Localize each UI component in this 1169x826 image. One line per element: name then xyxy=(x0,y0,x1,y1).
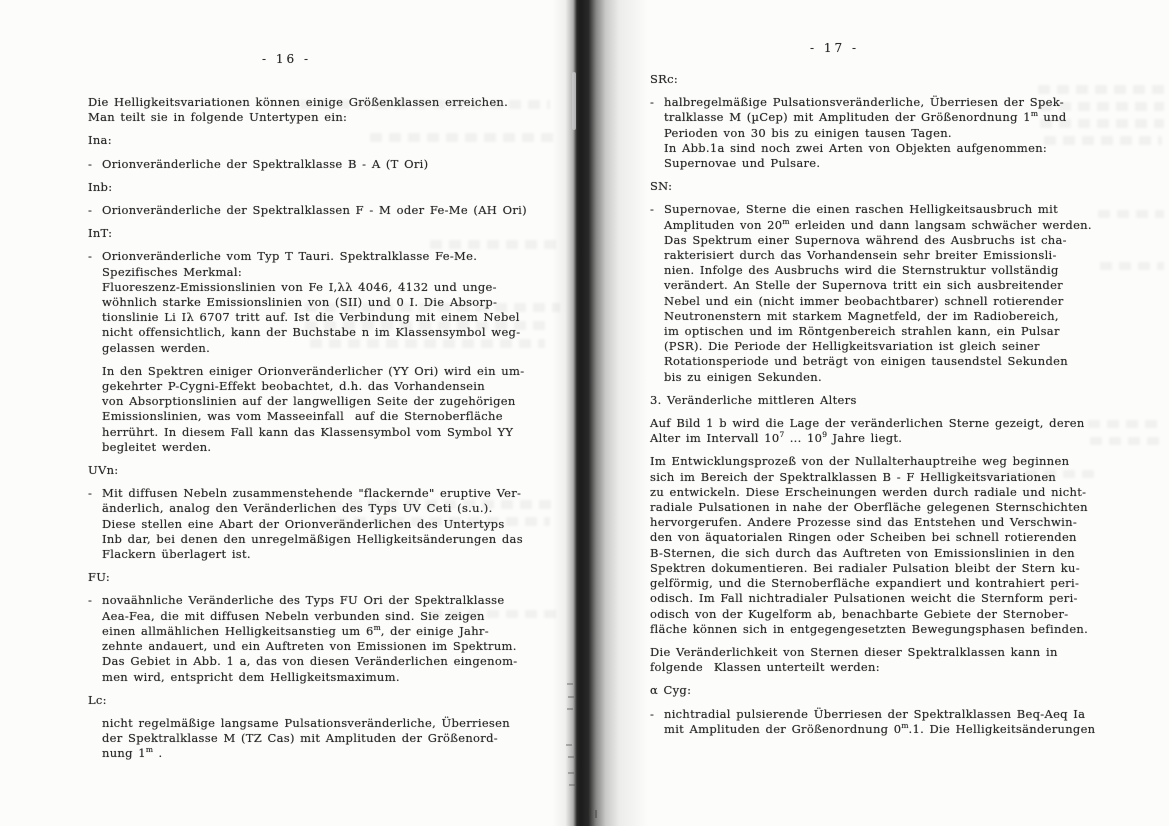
paragraph xyxy=(102,716,578,762)
paragraph xyxy=(650,416,1130,446)
bullet-text xyxy=(102,157,428,172)
scan-mark xyxy=(566,744,572,746)
bleedthrough-text xyxy=(1090,437,1164,445)
text-line: odisch von der Kugelform ab, benachbarte Gebiete der Sternober- xyxy=(650,606,1069,621)
bleedthrough-text xyxy=(310,339,545,348)
bullet-paragraph xyxy=(88,157,578,172)
superscript: m xyxy=(373,623,381,633)
bleedthrough-text xyxy=(1098,210,1164,218)
text-line: Rotationsperiode und beträgt von einigen tausendstel Sekunden xyxy=(664,354,1068,369)
text-line: bis zu einigen Sekunden. xyxy=(664,369,822,384)
bullet-paragraph xyxy=(650,707,1130,737)
text-line: nicht offensichtlich, kann der Buchstabe n im Klassensymbol weg- xyxy=(102,325,521,340)
text-line: Inb dar, bei denen den unregelmäßigen Helligkeitsänderungen das xyxy=(102,531,523,546)
text-line: den von äquatorialen Ringen oder Scheiben bei schnell rotierenden xyxy=(650,530,1077,545)
bleedthrough-text xyxy=(335,517,550,526)
text-line: Aea-Fea, die mit diffusen Nebeln verbunden sind. Sie zeigen xyxy=(102,608,485,623)
page-16-body xyxy=(88,95,578,762)
text-line: mit Amplituden der Größenordnung 0$^m$.1. Die Helligkeitsänderungen xyxy=(664,720,1096,736)
text-line: begleitet werden. xyxy=(102,439,212,454)
text-line: Mit diffusen Nebeln zusammenstehende "flackernde" eruptive Ver- xyxy=(102,486,522,501)
text-line: Lc: xyxy=(88,692,107,707)
text-line: Amplituden von 20$^m$ erleiden und dann langsam schwächer werden. xyxy=(664,216,1092,232)
text-line: 3. Veränderliche mittleren Alters xyxy=(650,392,857,407)
text-line: änderlich, analog den Veränderlichen des Typs UV Ceti (s.u.). xyxy=(102,501,493,516)
text-line: Spezifisches Merkmal: xyxy=(102,264,242,279)
bullet-dash: - xyxy=(650,202,654,217)
section-heading xyxy=(650,179,1130,194)
text-line: Emissionslinien, was vom Masseeinfall auf die Sternoberfläche xyxy=(102,409,503,424)
text-line: radiale Pulsationen in nahe der Oberfläche gelegenen Sternschichten xyxy=(650,500,1088,515)
text-line: Im Entwicklungsprozeß von der Nullalterhauptreihe weg beginnen xyxy=(650,454,1070,469)
text-line: sich im Bereich der Spektralklassen B - F Helligkeitsvariationen xyxy=(650,469,1057,484)
bleedthrough-text xyxy=(1100,262,1164,270)
text-line: Orionveränderliche der Spektralklassen F - M oder Fe-Me (AH Ori) xyxy=(102,203,527,218)
text-line: zehnte andauert, und ein Auftreten von Emissionen im Spektrum. xyxy=(102,639,517,654)
text-line: der Spektralklasse M (TZ Cas) mit Amplituden der Größenord- xyxy=(102,731,498,746)
text-line: herrührt. In diesem Fall kann das Klassensymbol vom Symbol YY xyxy=(102,424,514,439)
bleedthrough-text xyxy=(305,321,550,330)
text-line: Inb: xyxy=(88,179,113,194)
text-line: nicht regelmäßige langsame Pulsationsveränderliche, Überriesen xyxy=(102,715,510,730)
section-heading xyxy=(88,463,578,478)
bullet-dash: - xyxy=(650,706,654,721)
text-line: Man teilt sie in folgende Untertypen ein: xyxy=(88,110,348,125)
text-line: wöhnlich starke Emissionslinien von (SII) und 0 I. Die Absorp- xyxy=(102,295,498,310)
text-line: SRc: xyxy=(650,72,679,86)
text-line: Neutronenstern mit starkem Magnetfeld, der im Radiobereich, xyxy=(664,308,1059,323)
scan-mark xyxy=(589,808,591,816)
page-17 xyxy=(650,72,1130,737)
text-line: In den Spektren einiger Orionveränderlicher (YY Ori) wird ein um- xyxy=(102,363,525,378)
text-line: Das Spektrum einer Supernova während des Ausbruchs ist cha- xyxy=(664,232,1067,247)
bleedthrough-text xyxy=(430,240,560,249)
scan-mark xyxy=(569,784,575,786)
bleedthrough-text xyxy=(1040,119,1164,128)
bullet-paragraph xyxy=(88,593,578,684)
bleedthrough-text xyxy=(930,470,1100,478)
text-line: halbregelmäßige Pulsationsveränderliche, Überriesen der Spek- xyxy=(664,95,1064,110)
text-line: (PSR). Die Periode der Helligkeitsvariation ist gleich seiner xyxy=(664,339,1040,354)
text-line: α Cyg: xyxy=(650,683,692,698)
scan-mark xyxy=(568,756,574,758)
bullet-text xyxy=(664,202,1092,384)
text-line: FU: xyxy=(88,570,111,585)
bullet-paragraph xyxy=(650,202,1130,384)
text-line: Auf Bild 1 b wird die Lage der veränderlichen Sterne gezeigt, deren xyxy=(650,416,1085,431)
text-line: SN: xyxy=(650,179,673,194)
bullet-dash: - xyxy=(88,203,92,218)
paragraph xyxy=(650,645,1130,675)
text-line: UVn: xyxy=(88,463,119,478)
text-line: tionslinie Li Iλ 6707 tritt auf. Ist die Verbindung mit einem Nebel xyxy=(102,310,520,325)
bleedthrough-text xyxy=(305,303,560,312)
bleedthrough-text xyxy=(430,610,560,618)
page-number-17: - 17 - xyxy=(810,41,860,55)
section-heading xyxy=(88,693,578,708)
text-line: Orionveränderliche der Spektralklasse B - A (T Ori) xyxy=(102,156,429,171)
section-heading xyxy=(650,393,1130,408)
text-line: InT: xyxy=(88,226,113,241)
page-16 xyxy=(88,95,578,762)
scan-mark xyxy=(568,772,574,774)
text-line: Fluoreszenz-Emissionslinien von Fe I,λλ 4046, 4132 und unge- xyxy=(102,279,497,294)
bleedthrough-text xyxy=(1040,102,1164,111)
bleedthrough-text xyxy=(1044,136,1162,145)
text-line: B-Sternen, die sich durch das Auftreten von Emissionslinien in den xyxy=(650,545,1075,560)
text-line: Alter im Intervall $10^7$ ... $10^9$ Jahre liegt. xyxy=(650,430,903,446)
text-line: Flackern überlagert ist. xyxy=(102,547,251,562)
text-line: von Absorptionslinien auf der langwelligen Seite der zugehörigen xyxy=(102,394,516,409)
bleedthrough-text xyxy=(370,133,555,142)
text-line: rakterisiert durch das Vorhandensein sehr breiter Emissionsli- xyxy=(664,248,1057,263)
text-line: einen allmählichen Helligkeitsanstieg um 6$^m$, der einige Jahr- xyxy=(102,623,489,638)
scan-mark xyxy=(595,810,597,818)
bullet-dash: - xyxy=(88,249,92,264)
text-line: Das Gebiet in Abb. 1 a, das von diesen Veränderlichen eingenom- xyxy=(102,654,518,669)
text-line: Die Veränderlichkeit von Sternen dieser Spektralklassen kann in xyxy=(650,644,1058,659)
text-line: men wird, entspricht dem Helligkeitsmaximum. xyxy=(102,669,400,684)
text-line: folgende Klassen unterteilt werden: xyxy=(650,660,880,675)
text-line: nung 1$^m$ . xyxy=(102,745,163,761)
bleedthrough-text xyxy=(1038,85,1164,94)
text-line: verändert. An Stelle der Supernova tritt ein sich ausbreitender xyxy=(664,278,1063,293)
superscript: 7 xyxy=(779,430,785,440)
text-line: zu entwickeln. Diese Erscheinungen werden durch radiale und nicht- xyxy=(650,484,1087,499)
text-line: gekehrter P-Cygni-Effekt beobachtet, d.h. das Vorhandensein xyxy=(102,379,485,394)
text-line: Orionveränderliche vom Typ T Tauri. Spektralklasse Fe-Me. xyxy=(102,249,478,264)
superscript: m xyxy=(1030,109,1038,119)
superscript: 9 xyxy=(822,430,828,440)
text-line: Diese stellen eine Abart der Orionveränderlichen des Untertyps xyxy=(102,516,505,531)
section-heading xyxy=(88,180,578,195)
text-line: gelassen werden. xyxy=(102,340,211,355)
text-line: novaähnliche Veränderliche des Typs FU Ori der Spektralklasse xyxy=(102,593,505,608)
superscript: m xyxy=(782,216,790,226)
text-line: tralklasse M (µCep) mit Amplituden der Größenordnung 1$^m$ und xyxy=(664,109,1067,125)
bleedthrough-text xyxy=(1088,420,1164,428)
bullet-dash: - xyxy=(88,156,92,171)
bullet-dash: - xyxy=(650,95,654,110)
text-line: im optischen und im Röntgenbereich strahlen kann, ein Pulsar xyxy=(664,324,1060,339)
paragraph xyxy=(102,364,578,455)
bullet-text xyxy=(664,95,1066,171)
text-line: Supernovae, Sterne die einen raschen Helligkeitsausbruch mit xyxy=(664,202,1058,217)
text-line: hervorgerufen. Andere Prozesse sind das Entstehen und Verschwin- xyxy=(650,515,1078,530)
page-17-body xyxy=(650,72,1130,737)
paragraph xyxy=(650,454,1130,636)
text-line: In Abb.1a sind noch zwei Arten von Objekten aufgenommen: xyxy=(664,140,1048,155)
superscript: m xyxy=(145,745,153,755)
scan-mark xyxy=(567,683,573,685)
text-line: Die Helligkeitsvariationen können einige Größenklassen erreichen. xyxy=(88,95,509,109)
section-heading xyxy=(88,570,578,585)
bullet-dash: - xyxy=(88,486,92,501)
text-line: Ina: xyxy=(88,133,112,148)
text-line: nien. Infolge des Ausbruchs wird die Sternstruktur vollständig xyxy=(664,263,1059,278)
bleedthrough-text xyxy=(330,500,555,509)
bullet-text xyxy=(664,707,1095,737)
section-heading xyxy=(650,683,1130,698)
bullet-paragraph xyxy=(88,203,578,218)
superscript: m xyxy=(901,720,909,730)
scan-mark xyxy=(568,696,574,698)
bullet-text xyxy=(102,203,527,218)
bullet-text xyxy=(102,593,517,684)
text-line: odisch. Im Fall nichtradialer Pulsationen weicht die Sternform peri- xyxy=(650,591,1078,606)
text-line: nichtradial pulsierende Überriesen der Spektralklassen Beq-Aeq Ia xyxy=(664,706,1086,721)
scan-mark xyxy=(567,708,573,710)
text-line: Spektren dokumentieren. Bei radialer Pulsation bleibt der Stern ku- xyxy=(650,560,1080,575)
text-line: Perioden von 30 bis zu einigen tausen Tagen. xyxy=(664,125,952,140)
text-line: gelförmig, und die Sternoberfläche expandiert und kontrahiert peri- xyxy=(650,576,1080,591)
gutter-highlight xyxy=(572,72,576,130)
text-line: Supernovae und Pulsare. xyxy=(664,156,821,171)
text-line: fläche können sich in entgegengesetzten Bewegungsphasen befinden. xyxy=(650,621,1089,636)
page-number-16: - 16 - xyxy=(262,52,312,66)
bleedthrough-text xyxy=(300,100,550,109)
bullet-dash: - xyxy=(88,593,92,608)
book-gutter-shadow xyxy=(552,0,648,826)
text-line: Nebel und ein (nicht immer beobachtbarer) schnell rotierender xyxy=(664,293,1064,308)
